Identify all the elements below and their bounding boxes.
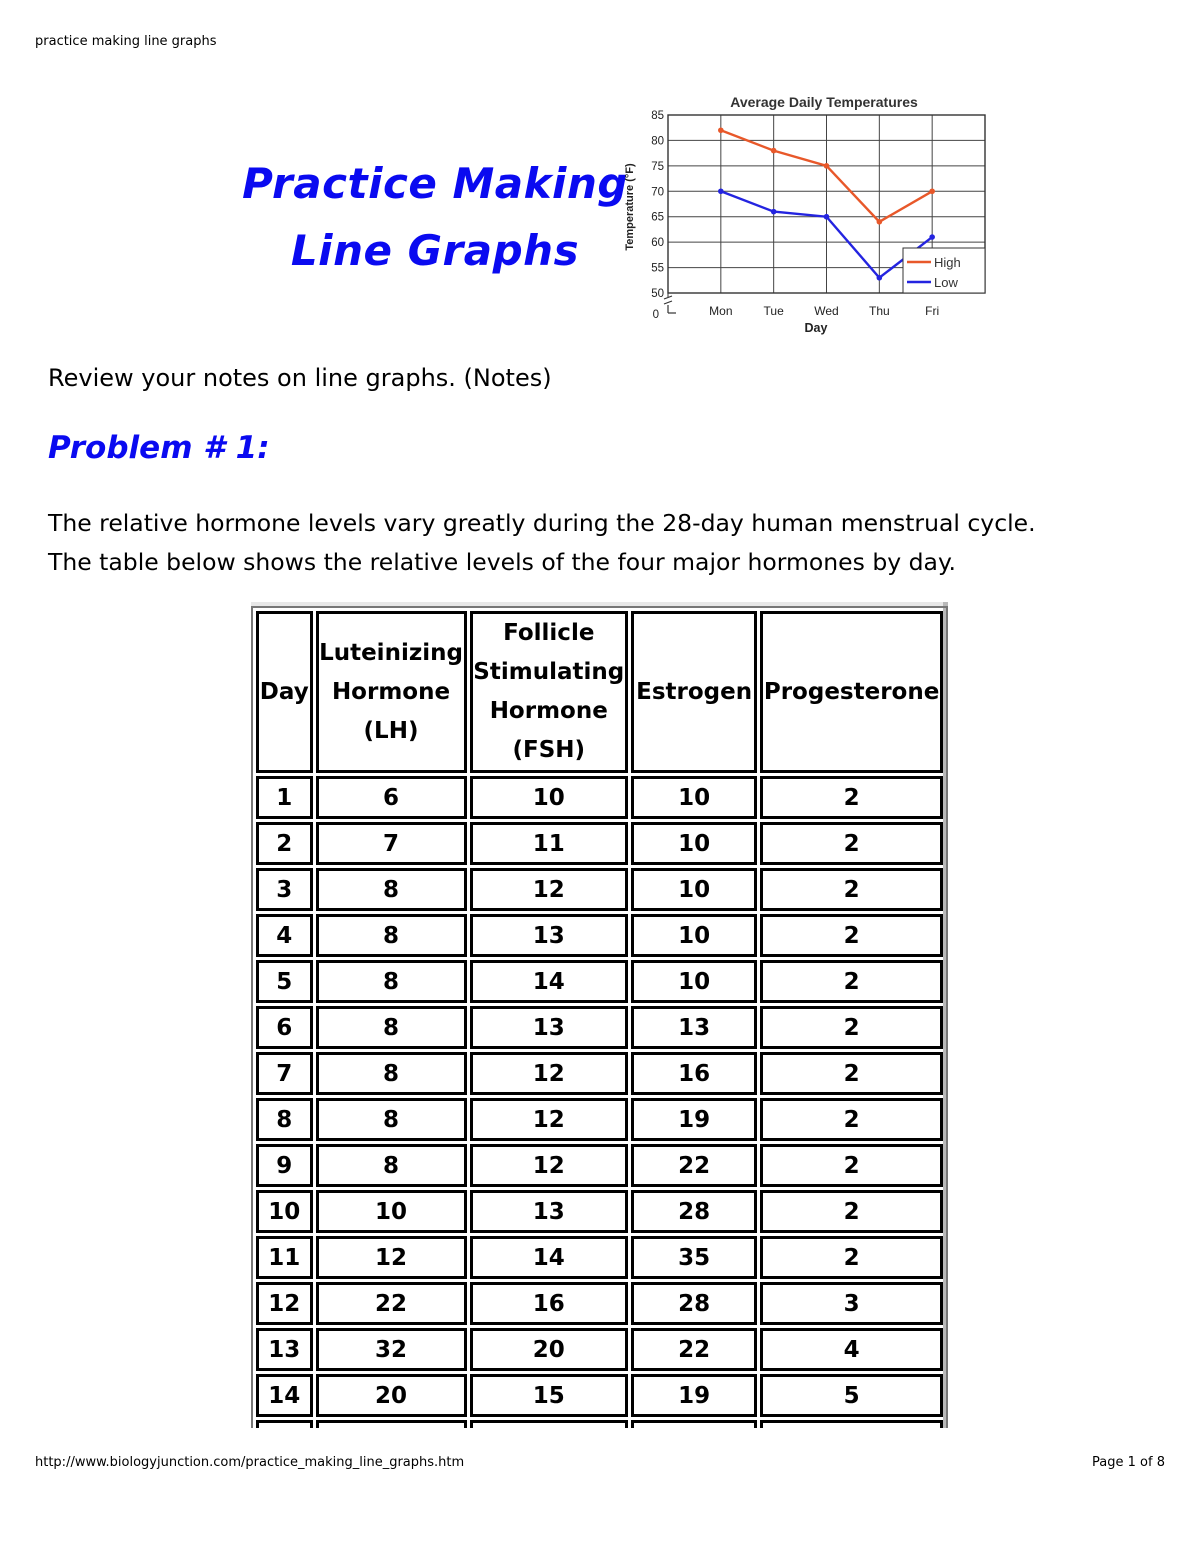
table-row xyxy=(256,1282,943,1325)
header-fsh: Follicle Stimulating Hormone (FSH) xyxy=(470,611,629,773)
cell-lh: 32 xyxy=(316,1328,467,1371)
cell-estrogen: 19 xyxy=(631,1374,757,1417)
cell-lh: 8 xyxy=(316,868,467,911)
y-tick-label: 85 xyxy=(651,110,664,122)
data-point-high xyxy=(877,219,883,225)
problem-description xyxy=(48,504,1168,582)
y-tick-label: 60 xyxy=(651,237,664,250)
page-title-line-1: Practice Making xyxy=(242,159,628,208)
x-tick-label: Thu xyxy=(868,304,890,318)
cell-day: 2 xyxy=(256,822,313,865)
table-row xyxy=(256,822,943,865)
x-tick-label: Tue xyxy=(763,304,784,318)
page-header-title: practice making line graphs xyxy=(35,34,217,49)
cell-fsh: 12 xyxy=(470,1098,629,1141)
cell-estrogen: 10 xyxy=(631,914,757,957)
cell-lh: 8 xyxy=(316,914,467,957)
table-row xyxy=(256,914,943,957)
data-point-low xyxy=(824,214,830,220)
data-point-low xyxy=(877,275,883,281)
y-tick-label: 0 xyxy=(652,309,659,321)
cell-day: 5 xyxy=(256,960,313,1003)
cell-fsh: 12 xyxy=(470,1144,629,1187)
y-tick-label: 50 xyxy=(651,288,664,300)
cell-progesterone: 2 xyxy=(760,1236,943,1279)
cell-fsh: 13 xyxy=(470,1006,629,1049)
table-row xyxy=(256,1052,943,1095)
page-title-line-2: Line Graphs xyxy=(290,226,580,275)
cell-estrogen: 10 xyxy=(631,868,757,911)
cell-fsh: 12 xyxy=(470,868,629,911)
cell-day: 4 xyxy=(256,914,313,957)
cell-fsh: 10 xyxy=(470,776,629,819)
cell-lh: 8 xyxy=(316,1144,467,1187)
cell-estrogen: 22 xyxy=(631,1328,757,1371)
cell-estrogen: 10 xyxy=(631,822,757,865)
legend-label-low: Low xyxy=(934,275,958,290)
cell-lh: 12 xyxy=(316,1236,467,1279)
cell-fsh: 11 xyxy=(470,822,629,865)
cell-progesterone: 2 xyxy=(760,1144,943,1187)
cell-lh: 7 xyxy=(316,822,467,865)
cell-fsh: 14 xyxy=(470,1236,629,1279)
y-tick-label: 75 xyxy=(651,160,664,173)
cell-fsh: 12 xyxy=(470,1052,629,1095)
table-row xyxy=(256,1328,943,1371)
cell-day: 14 xyxy=(256,1374,313,1417)
data-point-high xyxy=(771,148,777,154)
cell-progesterone: 2 xyxy=(760,914,943,957)
cell-day: 10 xyxy=(256,1190,313,1233)
cell-progesterone: 2 xyxy=(760,1052,943,1095)
cell-fsh: 13 xyxy=(470,1190,629,1233)
cell-estrogen: 13 xyxy=(631,1006,757,1049)
y-axis-label: Temperature (°F) xyxy=(624,163,636,251)
table-row xyxy=(256,1190,943,1233)
hormone-table-wrapper xyxy=(251,606,948,1428)
cell-lh: 22 xyxy=(316,1282,467,1325)
data-point-low xyxy=(929,234,935,240)
review-notes-text[interactable]: Review your notes on line graphs. (Notes) xyxy=(48,364,552,392)
cell-estrogen: 19 xyxy=(631,1098,757,1141)
cell-fsh: 16 xyxy=(470,1282,629,1325)
chart-title: Average Daily Temperatures xyxy=(730,94,918,110)
cell-progesterone: 2 xyxy=(760,1098,943,1141)
cell-day: 12 xyxy=(256,1282,313,1325)
cell-day: 13 xyxy=(256,1328,313,1371)
cell-lh: 8 xyxy=(316,1006,467,1049)
cell-lh xyxy=(316,1420,467,1428)
cell-progesterone: 2 xyxy=(760,776,943,819)
cell-lh: 20 xyxy=(316,1374,467,1417)
average-daily-temperatures-chart xyxy=(618,88,998,340)
cell-fsh xyxy=(470,1420,629,1428)
cell-progesterone: 3 xyxy=(760,1282,943,1325)
table-row xyxy=(256,960,943,1003)
y-tick-label: 70 xyxy=(651,186,664,199)
table-row xyxy=(256,1098,943,1141)
page-title xyxy=(215,150,655,284)
data-point-high xyxy=(718,127,724,133)
data-point-high xyxy=(824,163,830,169)
cell-day: 11 xyxy=(256,1236,313,1279)
table-row xyxy=(256,868,943,911)
cell-day xyxy=(256,1420,313,1428)
axis-break-mark xyxy=(664,296,672,304)
cell-day: 3 xyxy=(256,868,313,911)
table-row xyxy=(256,1006,943,1049)
cell-lh: 8 xyxy=(316,960,467,1003)
cell-fsh: 14 xyxy=(470,960,629,1003)
header-day: Day xyxy=(256,611,313,773)
cell-progesterone: 2 xyxy=(760,868,943,911)
y-tick-label: 55 xyxy=(651,262,664,275)
cell-estrogen: 28 xyxy=(631,1282,757,1325)
cell-progesterone: 2 xyxy=(760,822,943,865)
cell-lh: 8 xyxy=(316,1052,467,1095)
cell-day: 8 xyxy=(256,1098,313,1141)
cell-fsh: 20 xyxy=(470,1328,629,1371)
x-tick-label: Wed xyxy=(814,304,839,318)
cell-lh: 8 xyxy=(316,1098,467,1141)
x-axis-label: Day xyxy=(804,321,828,335)
cell-progesterone: 2 xyxy=(760,960,943,1003)
cell-progesterone: 5 xyxy=(760,1374,943,1417)
cell-estrogen xyxy=(631,1420,757,1428)
problem-description-line-2: The table below shows the relative levels of the four major hormones by day. xyxy=(48,548,956,576)
cell-progesterone: 4 xyxy=(760,1328,943,1371)
cell-estrogen: 35 xyxy=(631,1236,757,1279)
y-tick-label: 80 xyxy=(651,135,664,148)
footer-url[interactable]: http://www.biologyjunction.com/practice_making_line_graphs.htm xyxy=(35,1455,465,1470)
y-tick-label: 65 xyxy=(651,211,664,224)
cell-day: 7 xyxy=(256,1052,313,1095)
table-row xyxy=(256,776,943,819)
cell-fsh: 15 xyxy=(470,1374,629,1417)
header-estrogen: Estrogen xyxy=(631,611,757,773)
cell-estrogen: 10 xyxy=(631,960,757,1003)
x-tick-label: Mon xyxy=(709,304,733,318)
table-row xyxy=(256,1420,943,1428)
cell-lh: 10 xyxy=(316,1190,467,1233)
footer-page-number: Page 1 of 8 xyxy=(1092,1455,1165,1470)
cell-lh: 6 xyxy=(316,776,467,819)
table-row xyxy=(256,1144,943,1187)
cell-estrogen: 10 xyxy=(631,776,757,819)
table-row xyxy=(256,1374,943,1417)
problem-heading: Problem # 1: xyxy=(48,430,270,466)
header-lh: Luteinizing Hormone (LH) xyxy=(316,611,467,773)
cell-day: 1 xyxy=(256,776,313,819)
cell-progesterone: 2 xyxy=(760,1006,943,1049)
cell-estrogen: 22 xyxy=(631,1144,757,1187)
table-row xyxy=(256,1236,943,1279)
cell-fsh: 13 xyxy=(470,914,629,957)
cell-estrogen: 16 xyxy=(631,1052,757,1095)
data-point-high xyxy=(929,188,935,194)
data-point-low xyxy=(718,188,724,194)
cell-progesterone: 2 xyxy=(760,1190,943,1233)
table-header-row xyxy=(256,611,943,773)
cell-day: 6 xyxy=(256,1006,313,1049)
problem-description-line-1: The relative hormone levels vary greatly during the 28-day human menstrual cycle. xyxy=(48,509,1036,537)
x-tick-label: Fri xyxy=(925,304,940,318)
data-point-low xyxy=(771,209,777,215)
legend-label-high: High xyxy=(934,255,961,270)
hormone-levels-table xyxy=(251,606,948,1428)
cell-estrogen: 28 xyxy=(631,1190,757,1233)
cell-day: 9 xyxy=(256,1144,313,1187)
header-progesterone: Progesterone xyxy=(760,611,943,773)
cell-progesterone xyxy=(760,1420,943,1428)
